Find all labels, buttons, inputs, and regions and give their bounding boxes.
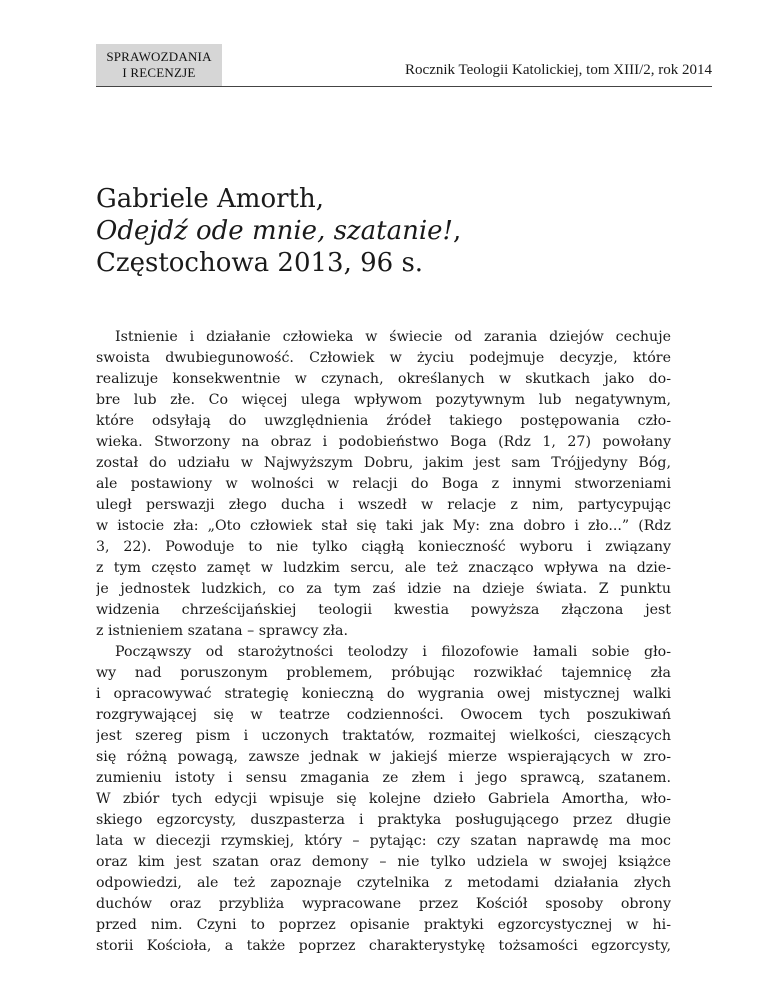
section-tag-line-2: I RECENZJE	[122, 65, 196, 80]
body-line: W zbiór tych edycji wpisuje się kolejne dzieło Gabriela Amortha, wło-	[96, 791, 671, 807]
body-line: wieka. Stworzony na obraz i podobieństwo Boga (Rdz 1, 27) powołany	[96, 434, 671, 450]
body-line: bre lub złe. Co więcej ulega wpływom pozytywnym lub negatywnym,	[96, 392, 671, 408]
body-line: rozgrywającej się w teatrze codzienności. Owocem tych poszukiwań	[96, 707, 671, 723]
book-title	[96, 183, 461, 279]
body-line: został do udziału w Najwyższym Dobru, jakim jest sam Trójjedyny Bóg,	[96, 455, 671, 471]
book-author: Gabriele Amorth,	[96, 184, 324, 214]
body-line: Począwszy od starożytności teolodzy i filozofowie łamali sobie gło-	[115, 644, 671, 660]
body-line: które odsyłają do uwzględnienia źródeł takiego postępowania czło-	[96, 413, 671, 429]
body-line: Istnienie i działanie człowieka w świecie od zarania dziejów cechuje	[115, 329, 671, 345]
body-line: realizuje konsekwentnie w czynach, określanych w skutkach jako do-	[96, 371, 671, 387]
body-line: storii Kościoła, a także poprzez charakterystykę tożsamości egzorcysty,	[96, 938, 671, 954]
body-line: uległ perswazji złego ducha i wszedł w relacje z nim, partycypując	[96, 497, 671, 513]
body-line: widzenia chrześcijańskiej teologii kwestia powyższa złączona jest	[96, 602, 671, 618]
body-line: odpowiedzi, ale też zapoznaje czytelnika z metodami działania złych	[96, 875, 671, 891]
section-tag	[96, 44, 222, 86]
book-title-line	[96, 215, 461, 247]
body-line: się różną powagą, zawsze jednak w jakiejś mierze wspierających w zro-	[96, 749, 671, 765]
journal-info: Rocznik Teologii Katolickiej, tom XIII/2, rok 2014	[405, 62, 712, 78]
review-body	[96, 327, 671, 957]
body-line: z tym często zamęt w ludzkim sercu, ale też znacząco wpływa na dzie-	[96, 560, 671, 576]
body-line: skiego egzorcysty, duszpasterza i praktyka posługującego przez długie	[96, 812, 671, 828]
body-line: wy nad poruszonym problemem, próbując rozwikłać tajemnicę zła	[96, 665, 671, 681]
body-line: przed nim. Czyni to poprzez opisanie praktyki egzorcystycznej w hi-	[96, 917, 671, 933]
body-line: z istnieniem szatana – sprawcy zła.	[96, 623, 348, 639]
section-tag-line-1: SPRAWOZDANIA	[106, 49, 212, 64]
body-line: ale postawiony w wolności w relacji do Boga z innymi stworzeniami	[96, 476, 671, 492]
book-title-suffix: ,	[452, 216, 462, 246]
body-line: swoista dwubiegunowość. Człowiek w życiu podejmuje decyzje, które	[96, 350, 671, 366]
book-publication: Częstochowa 2013, 96 s.	[96, 248, 424, 278]
body-line: lata w diecezji rzymskiej, który – pytając: czy szatan naprawdę ma moc	[96, 833, 671, 849]
body-line: je jednostek ludzkich, co za tym zaś idzie na dzieje świata. Z punktu	[96, 581, 671, 597]
body-line: i opracowywać strategię konieczną do wygrania owej mistycznej walki	[96, 686, 671, 702]
body-line: duchów oraz przybliża wypracowane przez Kościół sposoby obrony	[96, 896, 671, 912]
body-line: zumieniu istoty i sensu zmagania ze złem i jego sprawcą, szatanem.	[96, 770, 671, 786]
body-line: w istocie zła: „Oto człowiek stał się taki jak My: zna dobro i zło...” (Rdz	[96, 518, 671, 534]
header-rule	[96, 86, 712, 87]
body-line: 3, 22). Powoduje to nie tylko ciągłą konieczność wyboru i związany	[96, 539, 671, 555]
body-line: oraz kim jest szatan oraz demony – nie tylko udziela w swojej książce	[96, 854, 671, 870]
body-line: jest szereg pism i uczonych traktatów, rozmaitej wielkości, cieszących	[96, 728, 671, 744]
book-title-italic: Odejdź ode mnie, szatanie!	[96, 216, 453, 246]
